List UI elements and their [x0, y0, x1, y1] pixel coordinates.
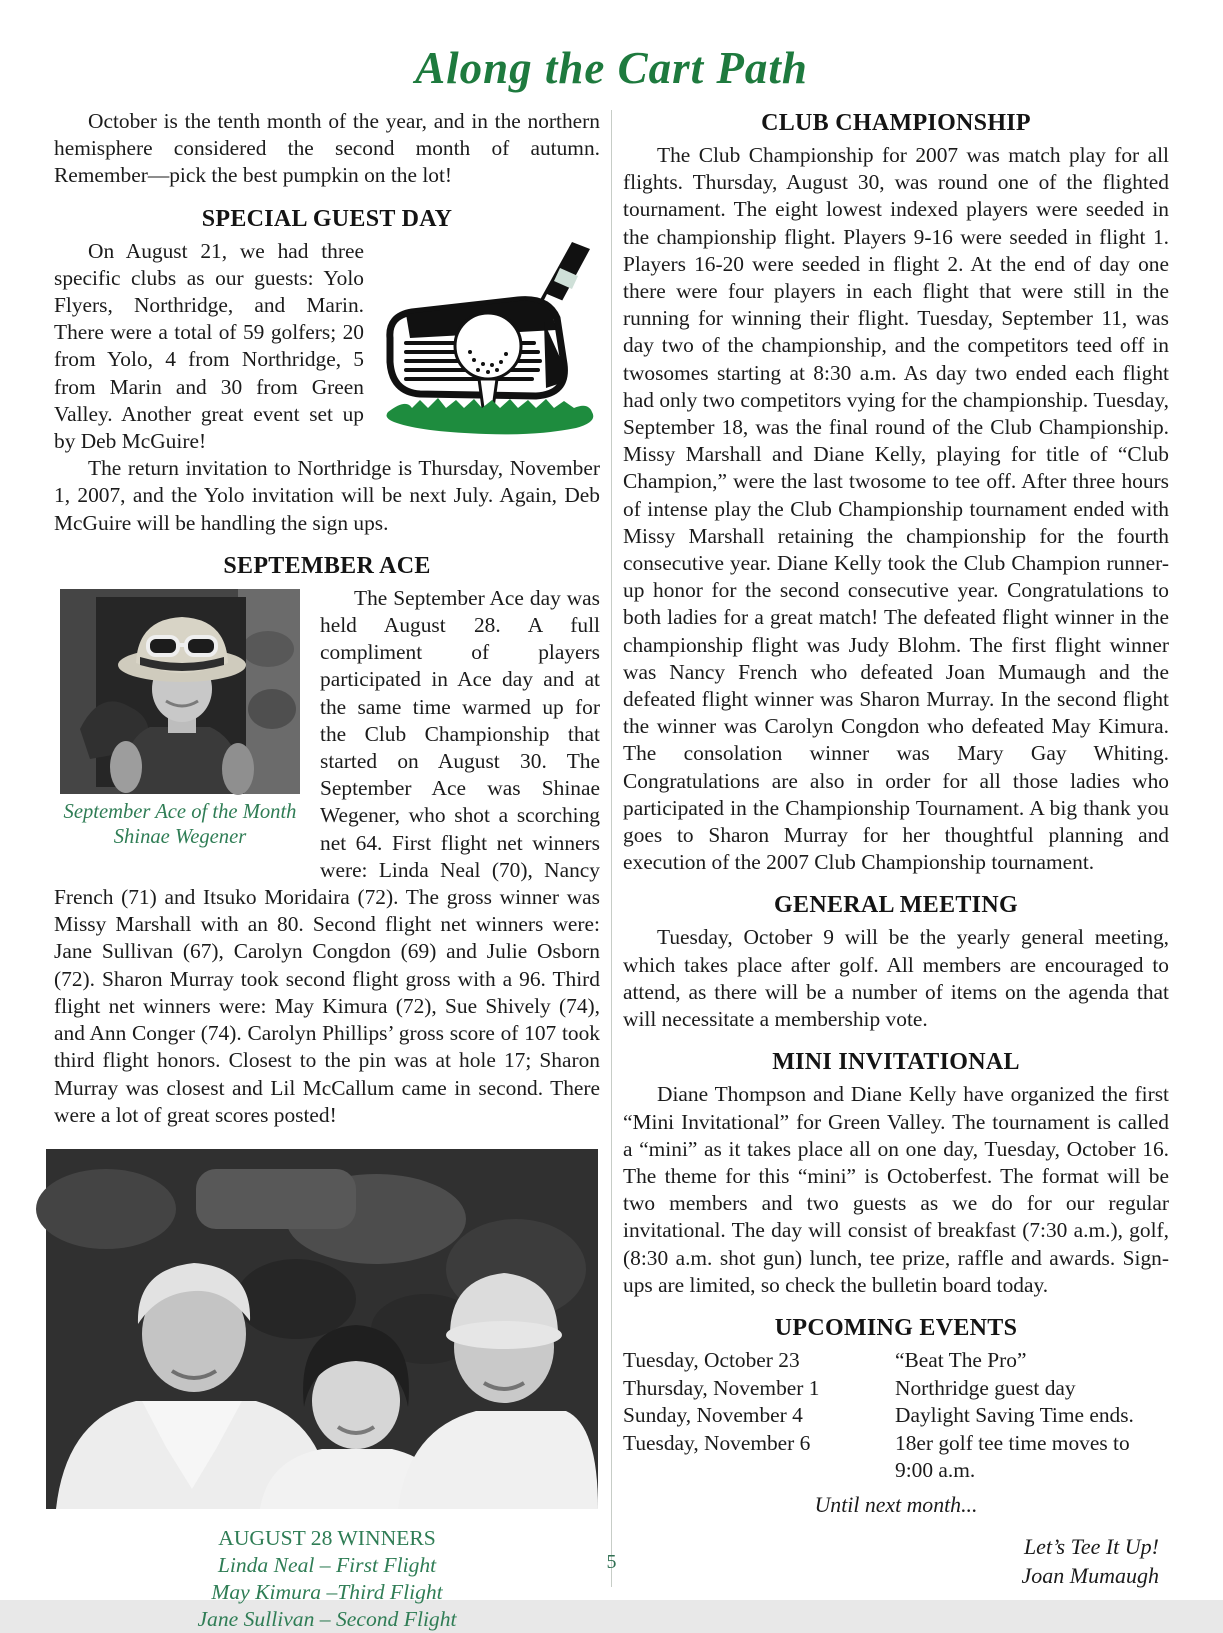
event-description: 18er golf tee time moves to 9:00 a.m. — [895, 1430, 1130, 1483]
general-meeting-heading: GENERAL MEETING — [774, 892, 1018, 919]
page-number: 5 — [606, 1551, 617, 1573]
golf-club-illustration — [376, 242, 600, 432]
signoff-line-2: Joan Mumaugh — [1021, 1562, 1159, 1588]
event-description: Daylight Saving Time ends. — [895, 1403, 1134, 1428]
event-description: Northridge guest day — [895, 1375, 1076, 1400]
mini-invitational-paragraph: Diane Thompson and Diane Kelly have organized the first “Mini Invitational” for Green Valley. The tournament is called a “mini” as it takes place all on one day, Tuesday, October 16. The theme for this “mini” is Octoberfest. The format will be two members and two guests as we do for our regular invitational. The day will consist of breakfast (7:30 a.m.), golf, (8:30 a.m. shot gun) lunch, tee prize, raffle and awards. Sign-ups are limited, so check the bulletin board today. — [623, 1082, 1169, 1297]
event-row — [623, 1402, 1169, 1430]
event-description: “Beat The Pro” — [895, 1347, 1027, 1372]
right-column — [623, 108, 1169, 1633]
event-date: Tuesday, October 23 — [623, 1347, 800, 1372]
club-championship-heading: CLUB CHAMPIONSHIP — [761, 110, 1031, 136]
two-column-layout — [0, 94, 1223, 1633]
upcoming-events-heading: UPCOMING EVENTS — [774, 1314, 1018, 1341]
event-row — [623, 1375, 1169, 1403]
september-ace-paragraph: The September Ace day was held August 28. A full compliment of players participated in Ace day and at the same time warmed up for the Club Championship that started on August 30. The September Ace was Shinae Wegener, who shot a scorching net 64. First flight net winners were: Linda Neal (70), Nancy French (71) and Itsuko Moridaira (72). The gross winner was Missy Marshall with an 80. Second flight net winners were: Jane Sullivan (67), Carolyn Congdon (69) and Julie Osborn (72). Sharon Murray took second flight gross with a 96. Third flight net winners were: May Kimura (72), Sue Shively (74), and Ann Conger (74). Carolyn Phillips’ gross score of 107 took third flight honors. Closest to the pin was at hole 17; Sharon Murray was closest and Lil McCallum came in second. There were a lot of great scores posted! — [54, 585, 600, 1127]
winners-caption — [54, 1525, 600, 1633]
until-next-month-text: Until next month... — [814, 1492, 978, 1517]
special-guest-day-paragraph-1: On August 21, we had three specific clubs as our guests: Yolo Flyers, Northridge, and Marin. There were a total of 59 golfers; 20 from Yolo, 4 from Northridge, 5 from Marin and 30 from Green Valley. Another great event set up by Deb McGuire! — [54, 238, 364, 454]
general-meeting-paragraph: Tuesday, October 9 will be the yearly general meeting, which takes place after golf. All members are encouraged to attend, as there will be a number of items on the agenda that will necessitate a membership vote. — [623, 925, 1169, 1032]
event-row — [623, 1347, 1169, 1375]
winners-caption-line: May Kimura –Third Flight — [211, 1579, 443, 1604]
winners-caption-line: Jane Sullivan – Second Flight — [197, 1606, 457, 1631]
shinae-wegener-photo — [60, 589, 300, 794]
event-date: Tuesday, November 6 — [623, 1430, 811, 1455]
page-title: Along the Cart Path — [415, 43, 808, 93]
mini-invitational-heading: MINI INVITATIONAL — [772, 1049, 1020, 1076]
club-championship-paragraph: The Club Championship for 2007 was match play for all flights. Thursday, August 30, was round one of the flighted tournament. The eight lowest indexed players were seeded in the championship flight. Players 9-16 were seeded in flight 1. Players 16-20 were seeded in flight 2. At the end of day one there were four players in each flight that were still in the running for winning their flight. Tuesday, September 11, was day two of the championship, and the competitors teed off in twosomes starting at 8:30 a.m. As day two ended each flight had only two competitors vying for the championship. Tuesday, September 18, was the final round of the Club Championship. Missy Marshall and Diane Kelly, playing for title of “Club Champion,” were the last twosome to tee off. After three hours of intense play the Club Championship tournament ended with Missy Marshall retaining the championship for the fourth consecutive year. Diane Kelly took the Club Champion runner-up honor for the second consecutive year. Congratulations to both ladies for a great match! The defeated flight winner in the championship flight was Judy Blohm. The first flight winner was Nancy French who defeated Joan Mumaugh and the defeated flight winner was Sharon Murray. In the second flight the winner was Carolyn Congdon who defeated May Kimura. The consolation winner was Mary Gay Whiting. Congratulations are also in order for all those ladies who participated in the Championship Tournament. A big thank you goes to Sharon Murray for her thoughtful planning and execution of the 2007 Club Championship tournament. — [623, 143, 1169, 875]
column-divider — [611, 110, 612, 1587]
september-ace-section — [54, 585, 600, 1129]
winners-caption-title: AUGUST 28 WINNERS — [218, 1525, 436, 1550]
caption-line-2: Shinae Wegener — [113, 825, 247, 848]
event-date: Sunday, November 4 — [623, 1403, 803, 1428]
caption-line-1: September Ace of the Month — [63, 800, 297, 823]
august-28-winners-photo — [46, 1149, 598, 1509]
special-guest-day-section — [54, 238, 600, 537]
september-ace-caption — [54, 800, 306, 850]
signoff-line-1: Let’s Tee It Up! — [1023, 1533, 1159, 1559]
september-ace-heading: SEPTEMBER ACE — [223, 552, 431, 579]
special-guest-day-paragraph-2: The return invitation to Northridge is Thursday, November 1, 2007, and the Yolo invitation will be next July. Again, Deb McGuire will be handling the sign ups. — [54, 456, 600, 535]
special-guest-day-heading: SPECIAL GUEST DAY — [201, 205, 453, 232]
left-column — [54, 108, 600, 1633]
september-ace-photo-block — [54, 589, 306, 850]
event-row — [623, 1430, 1169, 1485]
upcoming-events-list — [623, 1347, 1169, 1485]
event-date: Thursday, November 1 — [623, 1375, 820, 1400]
winners-caption-line: Linda Neal – First Flight — [217, 1552, 437, 1577]
intro-paragraph: October is the tenth month of the year, and in the northern hemisphere considered the second month of autumn. Remember—pick the best pumpkin on the lot! — [54, 109, 600, 188]
